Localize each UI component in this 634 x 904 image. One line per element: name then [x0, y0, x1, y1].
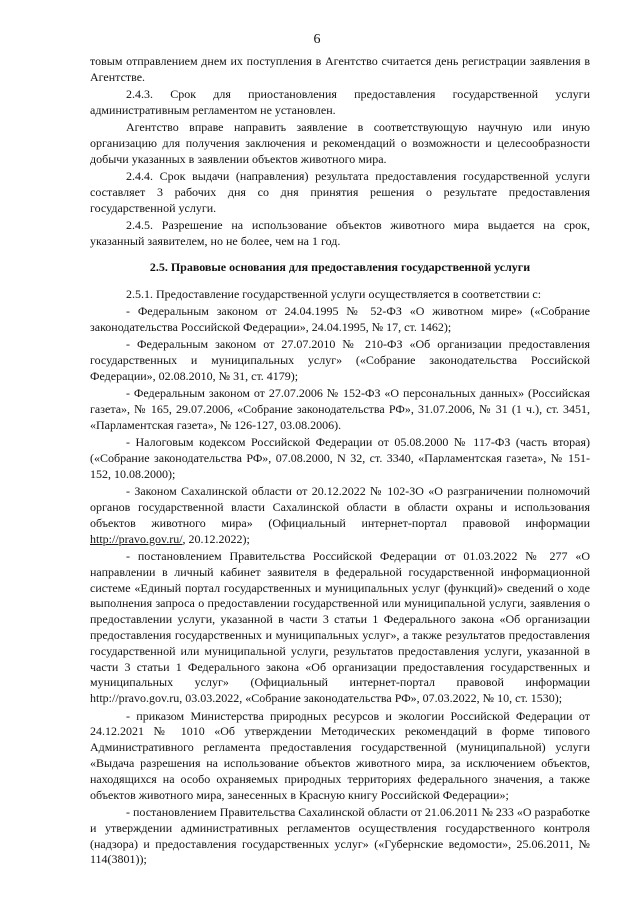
- section-title-2-5: 2.5. Правовые основания для предоставления государственной услуги: [149, 259, 531, 274]
- page-number: 6: [313, 32, 321, 47]
- paragraph-2-4-3: 2.4.3. Срок для приостановления предоставления государственной услуги административным регламентом не установлен.: [90, 87, 590, 117]
- list-item-resolution-233: - постановлением Правительства Сахалинской области от 21.06.2011 № 233 «О разработке и утверждении административных регламентов осуществления государственного контроля (надзора) и предоставления государственных услуг» («Губернские ведомости», 25.06.2011, № 114(3801));: [90, 804, 590, 867]
- paragraph-2-4-5: 2.4.5. Разрешение на использование объектов животного мира выдается на срок, указанный заявителем, но не более, чем на 1 год.: [90, 218, 590, 249]
- list-item-law-152fz: - Федеральным законом от 27.07.2006 № 152-ФЗ «О персональных данных» (Российская газета», № 165, 29.07.2006, «Собрание законодательства РФ», 31.07.2006, № 31 (1 ч.), ст. 3451, «Парламентская газета», № 126-127, 03.08.2006).: [90, 386, 590, 432]
- paragraph-agency-referral: Агентство вправе направить заявление в соответствующую научную или иную организацию для получения заключения и рекомендаций о возможности и целесообразности добычи указанных в заявлении объектов животного мира.: [90, 120, 590, 166]
- list-item-sakhalin-law-102zo: [90, 484, 590, 547]
- sakhalin-law-tail: , 20.12.2022);: [182, 531, 250, 546]
- list-item-tax-code: - Налоговым кодексом Российской Федерации от 05.08.2000 № 117-ФЗ (часть вторая) («Собрание законодательства РФ», 07.08.2000, N 32, ст. 3340, «Парламентская газета», № 151-152, 10.08.2000);: [90, 435, 590, 481]
- sakhalin-law-text: - Законом Сахалинской области от 20.12.2022 № 102-ЗО «О разграничении полномочий органов государственной власти Сахалинской области в области охраны и использования объектов животного мира» (Официальный интернет-портал правовой информации: [90, 484, 590, 530]
- list-item-resolution-277: - постановлением Правительства Российской Федерации от 01.03.2022 № 277 «О направлении в личный кабинет заявителя в федеральной государственной информационной системе «Единый портал государственных и муниципальных услуг (функций)» сведений о ходе выполнения запроса о предоставлении государственной или муниципальной услуги, заявления о предоставлении услуги, указанной в части 3 статьи 1 Федерального закона «Об организации предоставления государственных и муниципальных услуг», а также результатов предоставления государственной или муниципальной услуги, результатов предоставления услуги, указанной в части 3 статьи 1 Федерального закона «Об организации предоставления государственных и муниципальных услуг» (Официальный интернет-портал правовой информации http://pravo.gov.ru, 03.03.2022, «Собрание законодательства РФ», 07.03.2022, № 10, ст. 1530);: [90, 549, 590, 706]
- paragraph-registration-continued: товым отправлением днем их поступления в Агентство считается день регистрации заявления в Агентстве.: [90, 54, 590, 84]
- paragraph-2-5-1: 2.5.1. Предоставление государственной услуги осуществляется в соответствии с:: [126, 286, 542, 301]
- list-item-law-210fz: - Федеральным законом от 27.07.2010 № 210-ФЗ «Об организации предоставления государственных и муниципальных услуг» («Собрание законодательства Российской Федерации», 02.08.2010, № 31, ст. 4179);: [90, 337, 590, 383]
- list-item-order-1010: - приказом Министерства природных ресурсов и экологии Российской Федерации от 24.12.2021 № 1010 «Об утверждении Методических рекомендаций в форме типового Административного регламента предоставления государственной (муниципальной) услуги «Выдача разрешения на использование объектов животного мира, за исключением объектов, находящихся на особо охраняемых природных территориях федерального значения, а также объектов животного мира, занесенных в Красную книгу Российской Федерации»;: [90, 708, 590, 802]
- pravo-gov-link[interactable]: http://pravo.gov.ru/: [90, 531, 183, 546]
- paragraph-2-4-4: 2.4.4. Срок выдачи (направления) результата предоставления государственной услуги составляет 3 рабочих дня со дня принятия решения о результате предоставления государственной услуги.: [90, 169, 590, 215]
- document-body: [90, 54, 590, 870]
- list-item-law-52fz: - Федеральным законом от 24.04.1995 № 52-ФЗ «О животном мире» («Собрание законодательства Российской Федерации», 24.04.1995, № 17, ст. 1462);: [90, 304, 590, 334]
